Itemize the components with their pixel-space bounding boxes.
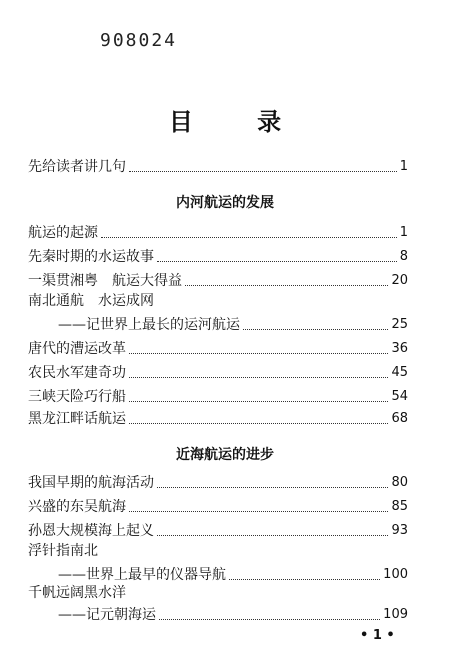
- toc-entry[interactable]: [28, 518, 408, 540]
- dot-leader: [157, 535, 388, 536]
- toc-entry-label: 孙恩大规模海上起义: [28, 523, 154, 539]
- toc-page-number: 100: [383, 567, 408, 582]
- toc-entry-subtitle[interactable]: [58, 602, 408, 624]
- dot-leader: [129, 171, 397, 172]
- toc-page-number: 20: [391, 273, 408, 288]
- toc-page-number: 36: [391, 341, 408, 356]
- toc-entry-title-line[interactable]: 浮针指南北: [28, 543, 98, 559]
- dot-leader: [129, 511, 388, 512]
- dot-leader: [129, 377, 388, 378]
- toc-entry-label: ——世界上最早的仪器导航: [58, 567, 226, 583]
- toc-entry-label: 农民水军建奇功: [28, 365, 126, 381]
- toc-page-number: 85: [391, 499, 408, 514]
- toc-entry-subtitle[interactable]: [58, 312, 408, 334]
- toc-entry-label: 黑龙江畔话航运: [28, 411, 126, 427]
- section-heading-coastal: 近海航运的进步: [176, 447, 274, 463]
- toc-entry-label: ——记元朝海运: [58, 607, 156, 623]
- toc-entry[interactable]: [28, 336, 408, 358]
- toc-entry-preface[interactable]: [28, 154, 408, 176]
- toc-entry-label: 先给读者讲几句: [28, 159, 126, 175]
- dot-leader: [185, 285, 388, 286]
- page-folio: • 1 •: [360, 628, 395, 643]
- toc-entry-title-line[interactable]: 千帆远阔黑水洋: [28, 585, 126, 601]
- dot-leader: [157, 261, 397, 262]
- toc-entry[interactable]: [28, 360, 408, 382]
- dot-leader: [157, 487, 388, 488]
- toc-entry-label: 航运的起源: [28, 225, 98, 241]
- dot-leader: [101, 237, 397, 238]
- toc-entry-label: 兴盛的东吴航海: [28, 499, 126, 515]
- dot-leader: [129, 401, 388, 402]
- toc-entry[interactable]: [28, 494, 408, 516]
- toc-page-number: 109: [383, 607, 408, 622]
- toc-page-number: 8: [399, 249, 408, 264]
- dot-leader: [129, 353, 388, 354]
- toc-page-number: 45: [391, 365, 408, 380]
- toc-entry-subtitle[interactable]: [58, 562, 408, 584]
- toc-entry-label: 我国早期的航海活动: [28, 475, 154, 491]
- toc-entry-label: 先秦时期的水运故事: [28, 249, 154, 265]
- toc-page-number: 1: [399, 159, 408, 174]
- toc-entry[interactable]: [28, 384, 408, 406]
- toc-page-number: 25: [391, 317, 408, 332]
- dot-leader: [129, 423, 388, 424]
- toc-entry[interactable]: [28, 406, 408, 428]
- toc-page-number: 1: [399, 225, 408, 240]
- toc-entry-title-line[interactable]: 南北通航 水运成网: [28, 293, 154, 309]
- toc-entry-label: 一渠贯湘粤 航运大得益: [28, 273, 182, 289]
- dot-leader: [243, 329, 388, 330]
- catalog-number: 908024: [100, 30, 178, 51]
- page-title: 目 录: [168, 107, 310, 136]
- toc-page-number: 68: [391, 411, 408, 426]
- toc-page-number: 80: [391, 475, 408, 490]
- toc-entry-label: ——记世界上最长的运河航运: [58, 317, 240, 333]
- toc-entry[interactable]: [28, 268, 408, 290]
- dot-leader: [229, 579, 380, 580]
- toc-entry[interactable]: [28, 244, 408, 266]
- toc-page-number: 93: [391, 523, 408, 538]
- dot-leader: [159, 619, 380, 620]
- toc-entry-label: 唐代的漕运改革: [28, 341, 126, 357]
- toc-entry-label: 三峡天险巧行船: [28, 389, 126, 405]
- toc-entry[interactable]: [28, 470, 408, 492]
- toc-entry[interactable]: [28, 220, 408, 242]
- toc-page-number: 54: [391, 389, 408, 404]
- section-heading-inland: 内河航运的发展: [176, 195, 274, 211]
